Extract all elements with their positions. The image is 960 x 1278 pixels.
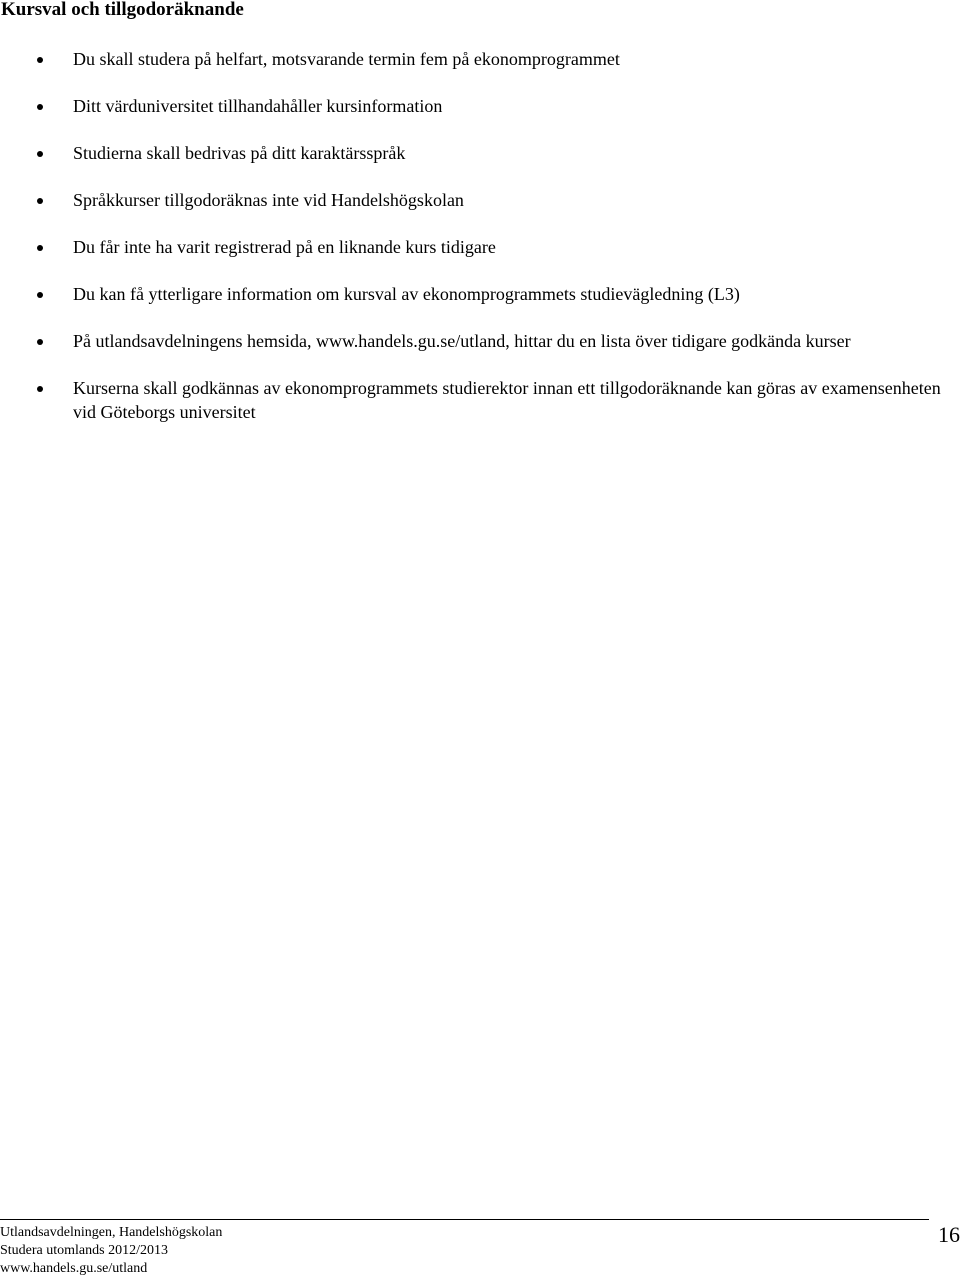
bullet-item — [0, 94, 960, 118]
bullet-text: Ditt värduniversitet tillhandahåller kursinformation — [73, 96, 443, 116]
page-number: 16 — [938, 1222, 960, 1247]
bullet-dot-icon — [37, 292, 43, 298]
bullet-item — [0, 235, 960, 259]
bullet-dot-icon — [37, 339, 43, 345]
bullet-text: Du skall studera på helfart, motsvarande termin fem på ekonomprogrammet — [73, 49, 620, 69]
footer-divider — [0, 1219, 929, 1220]
bullet-item — [0, 329, 960, 353]
footer-url: www.handels.gu.se/utland — [0, 1261, 148, 1276]
bullet-item — [0, 282, 960, 306]
bullet-item — [0, 141, 960, 165]
bullet-list — [0, 47, 960, 447]
bullet-dot-icon — [37, 386, 43, 392]
bullet-dot-icon — [37, 245, 43, 251]
bullet-text: Du kan få ytterligare information om kursval av ekonomprogrammets studievägledning (L3) — [73, 284, 740, 304]
bullet-dot-icon — [37, 104, 43, 110]
bullet-text: Studierna skall bedrivas på ditt karaktärsspråk — [73, 143, 406, 163]
footer-text-block — [0, 1224, 222, 1278]
bullet-text: Du får inte ha varit registrerad på en liknande kurs tidigare — [73, 237, 496, 257]
bullet-text: Språkkurser tillgodoräknas inte vid Handelshögskolan — [73, 190, 464, 210]
footer-document-title: Studera utomlands 2012/2013 — [0, 1243, 168, 1258]
bullet-item — [0, 376, 960, 424]
bullet-text: På utlandsavdelningens hemsida, www.handels.gu.se/utland, hittar du en lista över tidigare godkända kurser — [73, 331, 851, 351]
page-footer — [0, 1218, 960, 1278]
bullet-dot-icon — [37, 57, 43, 63]
bullet-item — [0, 188, 960, 212]
bullet-item — [0, 47, 960, 71]
section-heading: Kursval och tillgodoräknande — [1, 0, 244, 20]
footer-department: Utlandsavdelningen, Handelshögskolan — [0, 1225, 223, 1240]
bullet-dot-icon — [37, 198, 43, 204]
bullet-dot-icon — [37, 151, 43, 157]
bullet-text: Kurserna skall godkännas av ekonomprogrammets studierektor innan ett tillgodoräknande kan göras av examensenheten vid Göteborgs universitet — [73, 378, 941, 422]
